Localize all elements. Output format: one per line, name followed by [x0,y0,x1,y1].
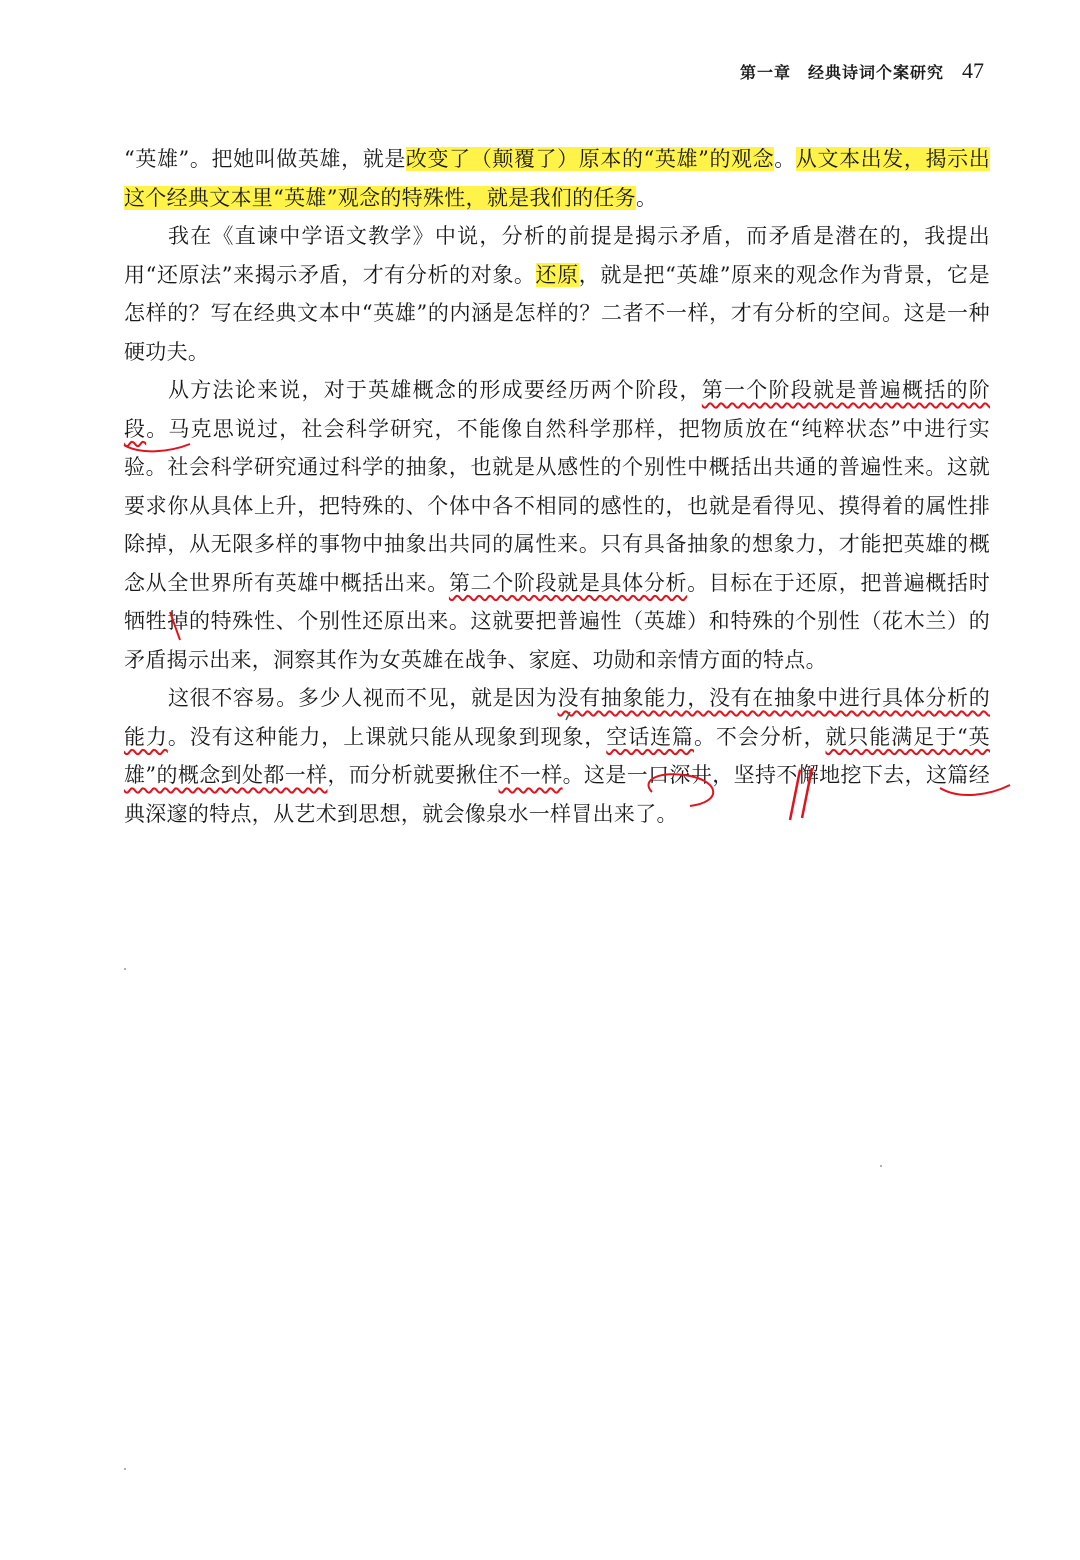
scan-speck [124,968,126,970]
scan-speck [880,1165,882,1167]
highlighted-text: 还原 [535,262,579,287]
body-text [124,140,990,833]
underlined-text: 空话连篇 [606,724,694,749]
paragraph [124,140,990,217]
paragraph [124,371,990,679]
text-run: ，就是把“英雄”原来的观念作为背景，它是怎样的？写在经典文本中“英雄”的内涵是怎样的？二者不一样，才有分析的空间。这是一种硬功夫。 [124,262,990,364]
text-run: 我在《直谏中学语文教学》中说，分析的前提是揭示矛盾，而矛盾是潜在的，我提出用“还原法”来揭示矛盾，才有分析的对象。 [124,224,990,287]
scan-speck [124,1468,126,1470]
underlined-text: 第二个阶段就是具体分析 [448,570,688,595]
highlighted-text: 从文本出发，揭示出这个经典文本里“英雄”观念的特殊性，就是我们的任务 [124,147,991,210]
text-run: 从方法论来说，对于英雄概念的形成要经历两个阶段， [168,378,702,402]
underlined-text: 就只能满足于“英雄”的概念到处都一样 [124,724,990,787]
paragraph [124,679,990,833]
text-run: 。 [774,147,796,171]
highlighted-text: 改变了（颠覆了）原本的“英雄”的观念 [405,147,775,171]
text-run: 这很不容易。多少人视而不见，就是因为 [168,686,558,710]
paragraph [124,217,990,371]
text-run: “英雄”。把她叫做英雄，就是 [124,147,406,171]
underlined-text: 没有抽象能力，没有在抽象中进行具体分析的能力 [124,686,990,749]
text-run: 。没有这种能力，上课就只能从现象到现象， [167,724,607,749]
running-header [740,58,984,84]
underlined-text: 不一样 [498,763,563,787]
text-run: 。 [635,185,658,210]
text-run: 。目标在于还原，把普遍概括时牺牲掉的特殊性、个别性还原出来。这就要把普遍性（英雄）和特殊的个别性（花木兰）的矛盾揭示出来，洞察其作为女英雄在战争、家庭、功勋和亲情方面的特点。 [124,570,991,672]
page-number: 47 [962,58,984,83]
text-run: ，而分析就要揪住 [327,763,499,787]
chapter-title: 第一章 经典诗词个案研究 [739,63,944,82]
text-run: 。这是一口深井，坚持不懈地挖下去，这篇经典深邃的特点，从艺术到思想，就会像泉水一样冒出来了。 [124,763,991,826]
text-run: 。不会分析， [693,724,826,749]
underlined-text: 第一个阶段就是普遍概括的阶段 [124,378,990,441]
text-run: 。马克思说过，社会科学研究，不能像自然科学那样，把物质放在“纯粹状态”中进行实验。社会科学研究通过科学的抽象，也就是从感性的个别性中概括出共通的普遍性来。这就要求你从具体上升，把特殊的、个体中各不相同的感性的，也就是看得见、摸得着的属性排除掉，从无限多样的事物中抽象出共同的属性来。只有具备抽象的想象力，才能把英雄的概念从全世界所有英雄中概括出来。 [124,416,990,595]
